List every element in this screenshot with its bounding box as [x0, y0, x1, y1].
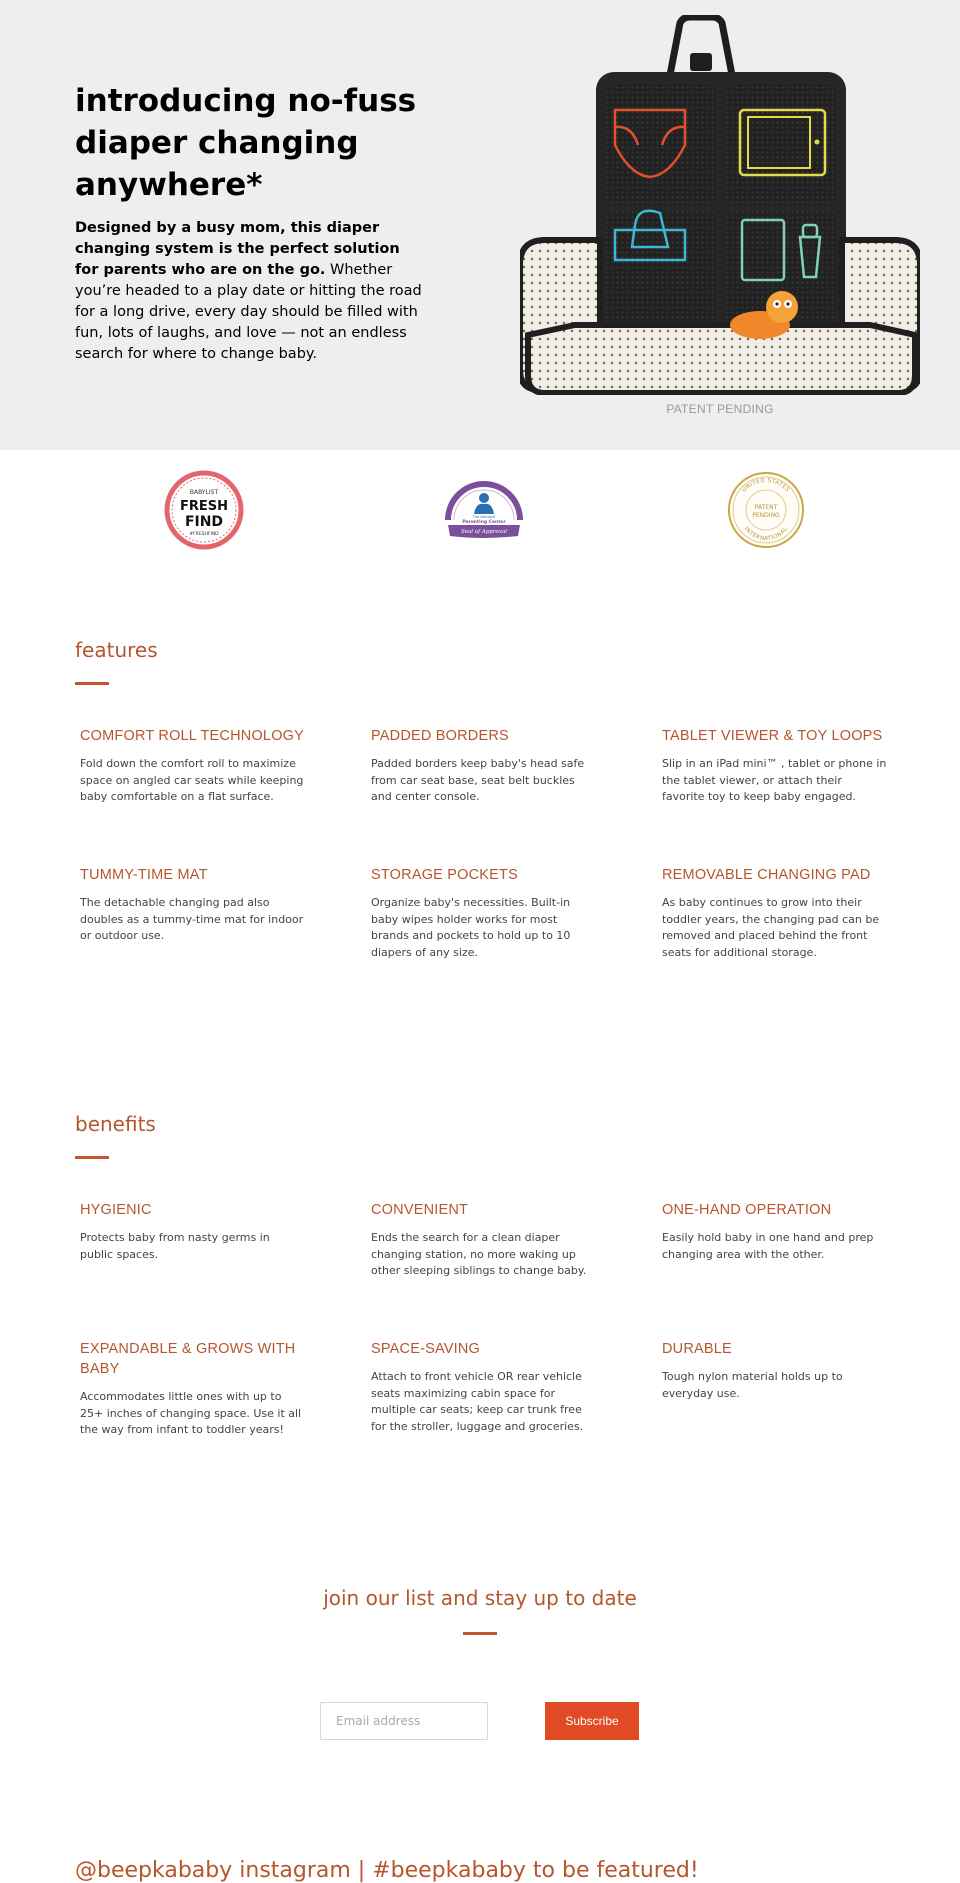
benefit-card [371, 1339, 596, 1435]
seal-ribbon: Seal of Approval [460, 529, 508, 535]
feature-text: Organize baby's necessities. Built-in baby wipes holder works for most brands and pockets to hold up to 10 diapers of any size. [371, 896, 571, 959]
benefit-text: Protects baby from nasty germs in public spaces. [80, 1231, 270, 1261]
benefit-text: Easily hold baby in one hand and prep changing area with the other. [662, 1231, 874, 1261]
feature-card [662, 726, 887, 806]
benefit-text: Attach to front vehicle OR rear vehicle seats maximizing cabin space for multiple car seats; keep car trunk free for the stroller, luggage and groceries. [371, 1370, 584, 1433]
newsletter-divider [463, 1632, 497, 1635]
benefit-card [371, 1200, 596, 1280]
patent-seal [726, 470, 806, 550]
fresh-find-line1: FRESH [179, 499, 229, 514]
benefit-title: SPACE-SAVING [371, 1341, 481, 1357]
feature-text: As baby continues to grow into their toddler years, the changing pad can be removed and placed behind the front seats for additional storage. [662, 896, 880, 959]
feature-title: TUMMY-TIME MAT [80, 867, 208, 883]
patent-pending-caption: PATENT PENDING [666, 402, 774, 416]
hero-section [0, 0, 960, 450]
fresh-find-line2: FIND [184, 514, 224, 530]
benefits-divider [75, 1156, 109, 1159]
benefit-card [662, 1339, 887, 1402]
product-image [520, 15, 920, 395]
benefit-title: DURABLE [662, 1341, 732, 1357]
feature-card [80, 865, 305, 945]
subscribe-button[interactable]: Subscribe [545, 1702, 639, 1740]
patent-seal-top: UNITED STATES [741, 477, 791, 494]
benefit-text: Tough nylon material holds up to everyday use. [662, 1370, 843, 1400]
hero-intro-rest: Whether you’re headed to a play date or hitting the road for a long drive, every day should be filled with fun, lots of laughs, and love — not an endless search for where to change baby. [75, 262, 422, 362]
feature-text: The detachable changing pad also doubles as a tummy-time mat for indoor or outdoor use. [80, 896, 304, 942]
feature-card [662, 865, 887, 961]
feature-text: Padded borders keep baby's head safe from car seat base, seat belt buckles and center console. [371, 757, 585, 803]
fresh-find-bottom: #FRESHFIND [189, 532, 219, 537]
feature-title: TABLET VIEWER & TOY LOOPS [662, 728, 883, 744]
feature-title: COMFORT ROLL TECHNOLOGY [80, 728, 305, 744]
feature-card [80, 726, 305, 806]
seal-line2: Parenting Center [462, 520, 506, 525]
feature-title: REMOVABLE CHANGING PAD [662, 867, 871, 883]
fresh-find-badge [164, 470, 244, 550]
hero-intro [75, 218, 425, 365]
email-input[interactable] [320, 1702, 488, 1740]
benefit-title: CONVENIENT [371, 1202, 469, 1218]
feature-title: STORAGE POCKETS [371, 867, 518, 883]
patent-seal-bottom: INTERNATIONAL [742, 526, 790, 543]
benefits-title: benefits [75, 1112, 156, 1136]
seal-line1: The National [472, 515, 496, 519]
benefit-title: ONE-HAND OPERATION [662, 1202, 832, 1218]
feature-card [371, 726, 596, 806]
newsletter-title: join our list and stay up to date [323, 1586, 637, 1610]
hero-intro-bold: Designed by a busy mom, this diaper changing system is the perfect solution for parents who are on the go. [75, 220, 400, 278]
features-title: features [75, 638, 158, 662]
patent-seal-middle1: PATENT [754, 504, 778, 511]
fresh-find-top: BABYLIST [189, 489, 219, 496]
instagram-heading: @beepkababy instagram | #beepkababy to be featured! [75, 1858, 699, 1883]
benefit-card [80, 1339, 305, 1439]
feature-title: PADDED BORDERS [371, 728, 509, 744]
patent-seal-middle2: PENDING [752, 512, 780, 519]
benefit-title: HYGIENIC [80, 1202, 152, 1218]
benefit-title: EXPANDABLE & GROWS WITH BABY [80, 1341, 296, 1377]
benefit-text: Ends the search for a clean diaper changing station, no more waking up other sleeping siblings to change baby. [371, 1231, 587, 1277]
feature-card [371, 865, 596, 961]
feature-text: Fold down the comfort roll to maximize space on angled car seats while keeping baby comfortable on a flat surface. [80, 757, 304, 803]
benefit-card [662, 1200, 887, 1263]
hero-title: introducing no-fuss diaper changing anywhere* [75, 83, 417, 203]
parenting-center-seal [444, 470, 524, 550]
benefit-card [80, 1200, 305, 1263]
benefit-text: Accommodates little ones with up to 25+ inches of changing space. Use it all the way from infant to toddler years! [80, 1390, 302, 1436]
features-divider [75, 682, 109, 685]
feature-text: Slip in an iPad mini™ , tablet or phone in the tablet viewer, or attach their favorite toy to keep baby engaged. [662, 757, 887, 803]
